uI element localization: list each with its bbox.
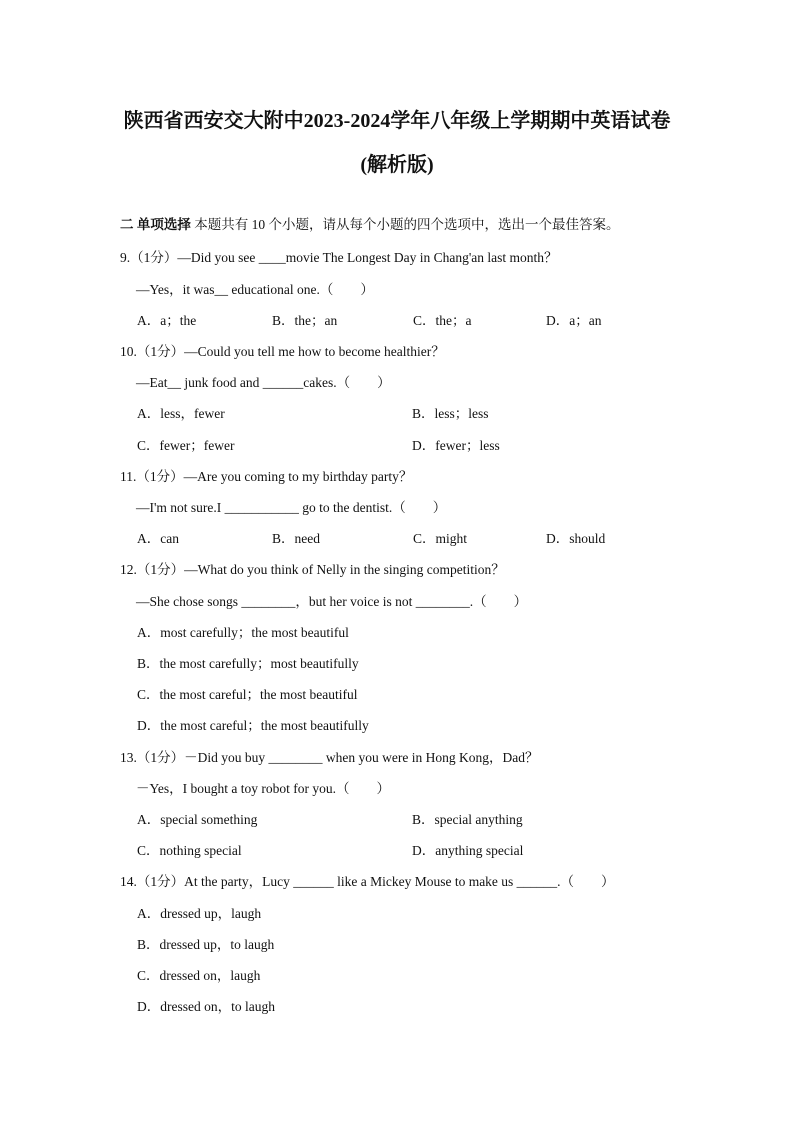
- question-11-option-b: B．need: [272, 531, 320, 546]
- question-12-stem: 12.（1分）—What do you think of Nelly in the singing competition？: [120, 562, 505, 577]
- question-9-stem: 9.（1分）—Did you see ____movie The Longest Day in Chang'an last month？: [120, 250, 558, 265]
- section-prefix: 二 单项选择: [120, 217, 191, 232]
- question-12-sub: —She chose songs ________，but her voice is not ________.（ ）: [136, 594, 528, 609]
- question-11-option-d: D．should: [546, 531, 606, 546]
- question-9-option-d: D．a；an: [546, 313, 602, 328]
- question-12-option-d: D．the most careful；the most beautifully: [137, 718, 369, 733]
- question-9-option-b: B．the；an: [272, 313, 338, 328]
- question-9-option-c: C．the；a: [413, 313, 472, 328]
- question-11-option-c: C．might: [413, 531, 468, 546]
- question-14-option-d: D．dressed on，to laugh: [137, 999, 275, 1014]
- question-14-option-c: C．dressed on，laugh: [137, 968, 261, 983]
- question-14-stem: 14.（1分）At the party，Lucy ______ like a Mickey Mouse to make us ______.（ ）: [120, 874, 615, 889]
- question-13-stem: 13.（1分）－Did you buy ________ when you were in Hong Kong，Dad？: [120, 750, 539, 765]
- document-title-line1: 陕西省西安交大附中2023-2024学年八年级上学期期中英语试卷: [123, 110, 671, 132]
- question-11-stem: 11.（1分）—Are you coming to my birthday party？: [120, 469, 413, 484]
- question-14-option-b: B．dressed up，to laugh: [137, 937, 275, 952]
- question-10-sub: —Eat__ junk food and ______cakes.（ ）: [136, 375, 391, 390]
- question-13-sub: －Yes，I bought a toy robot for you.（ ）: [136, 781, 390, 796]
- question-12-option-a: A．most carefully；the most beautiful: [137, 625, 349, 640]
- question-14-option-a: A．dressed up，laugh: [137, 906, 262, 921]
- question-9-option-a: A．a；the: [137, 313, 197, 328]
- document-title-line2: (解析版): [360, 154, 434, 176]
- question-11-sub: —I'm not sure.I ___________ go to the dentist.（ ）: [136, 500, 447, 515]
- question-10-stem: 10.（1分）—Could you tell me how to become healthier？: [120, 344, 445, 359]
- question-9-sub: —Yes，it was__ educational one.（ ）: [136, 282, 374, 297]
- question-13-option-c: C．nothing special: [137, 843, 242, 858]
- question-13-option-d: D．anything special: [412, 843, 524, 858]
- question-10-option-d: D．fewer；less: [412, 438, 500, 453]
- section-instructions: 本题共有 10 个小题，请从每个小题的四个选项中，选出一个最佳答案。: [190, 217, 620, 232]
- question-11-option-a: A．can: [137, 531, 179, 546]
- question-10-option-b: B．less；less: [412, 406, 489, 421]
- question-12-option-c: C．the most careful；the most beautiful: [137, 687, 358, 702]
- question-13-option-b: B．special anything: [412, 812, 523, 827]
- question-10-option-c: C．fewer；fewer: [137, 438, 235, 453]
- question-13-option-a: A．special something: [137, 812, 258, 827]
- question-10-option-a: A．less，fewer: [137, 406, 225, 421]
- question-12-option-b: B．the most carefully；most beautifully: [137, 656, 359, 671]
- section-heading: [120, 216, 620, 234]
